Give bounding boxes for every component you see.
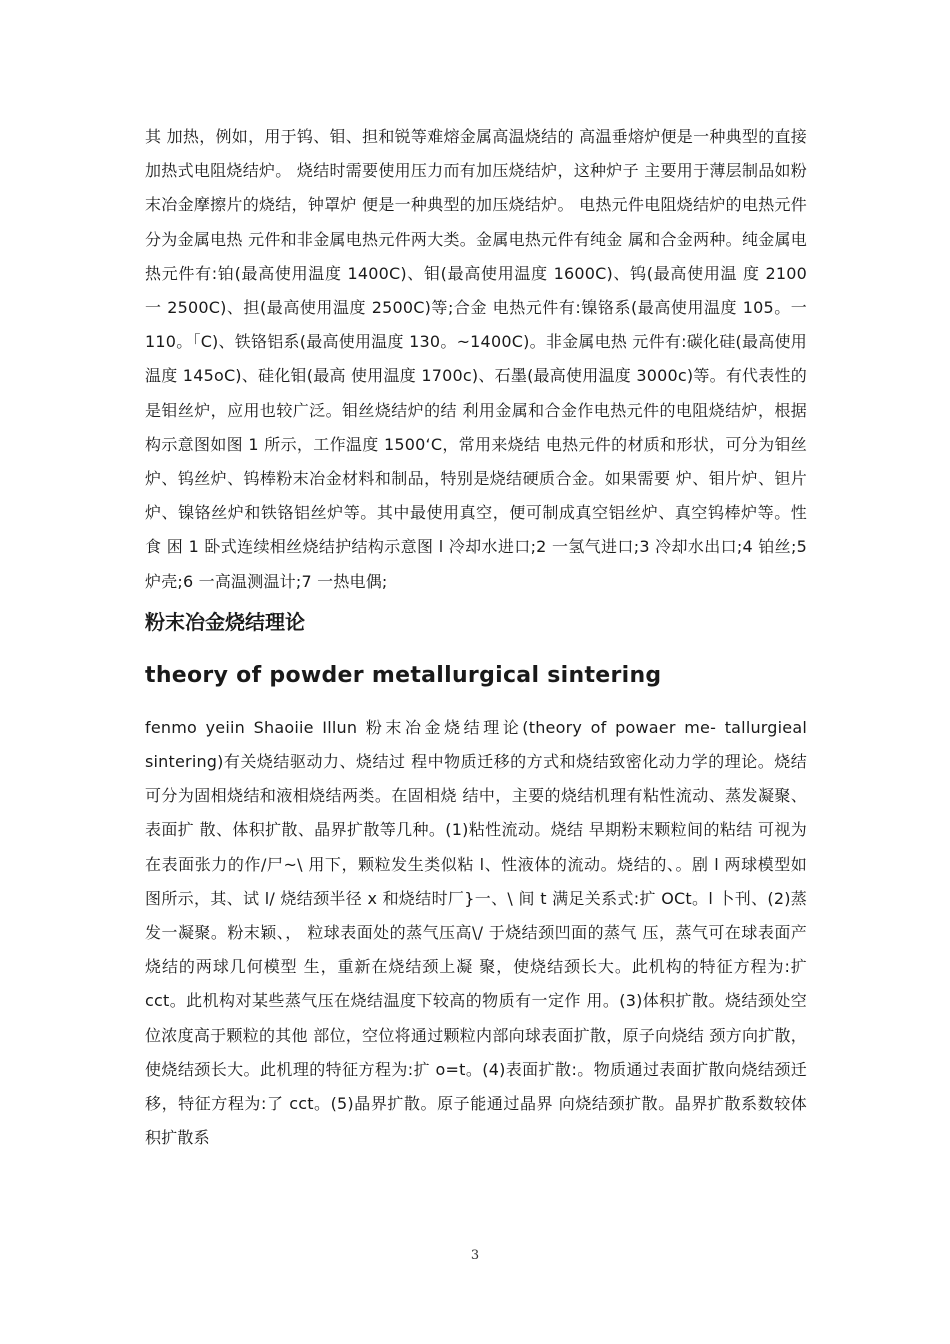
page-number: 3 xyxy=(470,1248,480,1263)
body-paragraph-furnaces: 其 加热，例如，用于钨、钼、担和锐等难熔金属高温烧结的 高温垂熔炉便是一种典型的直接加热式电阻烧结炉。 烧结时需要使用压力而有加压烧结炉，这种炉子 主要用于薄层制品如粉末冶金摩擦片的烧结，钟罩炉 便是一种典型的加压烧结炉。 电热元件电阻烧结炉的电热元件分为金属电热 元件和非金属电热元件两大类。金属电热元件有纯金 属和合金两种。纯金属电热元件有:铂(最高使用温度 1400C)、钼(最高使用温度 1600C)、钨(最高使用温 度 2100 一 2500C)、担(最高使用温度 2500C)等;合金 电热元件有:镍铬系(最高使用温度 105。一 110。「C)、铁铬铝系(最高使用温度 130。~1400C)。非金属电热 元件有:碳化硅(最高使用温度 145oC)、硅化钼(最高 使用温度 1700c)、石墨(最高使用温度 3000c)等。有代表性的是钼丝炉，应用也较广泛。钼丝烧结炉的结 利用金属和合金作电热元件的电阻烧结炉，根据构示意图如图 1 所示，工作温度 1500‘C，常用来烧结 电热元件的材质和形状，可分为钼丝炉、钨丝炉、钨棒粉末冶金材料和制品，特别是烧结硬质合金。如果需要 炉、钼片炉、钽片炉、镍铬丝炉和铁铬铝丝炉等。其中最使用真空，便可制成真空铝丝炉、真空钨棒炉等。性食 困 1 卧式连续相丝烧结护结构示意图 l 冷却水进口;2 一氢气进口;3 冷却水出口;4 铂丝;5 炉壳;6 一高温测温计;7 一热电偶; xyxy=(145,127,807,591)
section-heading-english: theory of powder metallurgical sintering xyxy=(145,662,662,688)
section-heading-chinese: 粉末冶金烧结理论 xyxy=(145,609,305,634)
body-paragraph-sintering-theory: fenmo yeiin Shaoiie Illun 粉末冶金烧结理论(theory of powaer me- tallurgieal sintering)有关烧结驱动力、烧结过 程中物质迁移的方式和烧结致密化动力学的理论。烧结可分为固相烧结和液相烧结两类。在固相烧 结中，主要的烧结机理有粘性流动、蒸发凝聚、表面扩 散、体积扩散、晶界扩散等几种。(1)粘性流动。烧结 早期粉末颗粒间的粘结 可视为在表面张力的作/尸~\ 用下，颗粒发生类似粘 l、性液体的流动。烧结的、。剧 l 两球模型如图所示，其、试 l/ 烧结颈半径 x 和烧结时厂}一、\ 间 t 满足关系式:扩 OCt。l 卜刊、(2)蒸发一凝聚。粉末颖、， 粒球表面处的蒸气压高\/ 于烧结颈凹面的蒸气 压，蒸气可在球表面产烧结的两球几何模型 生，重新在烧结颈上凝 聚，使烧结颈长大。此机构的特征方程为:扩 cct。此机构对某些蒸气压在烧结温度下较高的物质有一定作 用。(3)体积扩散。烧结颈处空位浓度高于颗粒的其他 部位，空位将通过颗粒内部向球表面扩散，原子向烧结 颈方向扩散，使烧结颈长大。此机理的特征方程为:扩 o=t。(4)表面扩散:。物质通过表面扩散向烧结颈迁移，特征方程为:了 cct。(5)晶界扩散。原子能通过晶界 向烧结颈扩散。晶界扩散系数较体积扩散系 xyxy=(145,717,807,1148)
